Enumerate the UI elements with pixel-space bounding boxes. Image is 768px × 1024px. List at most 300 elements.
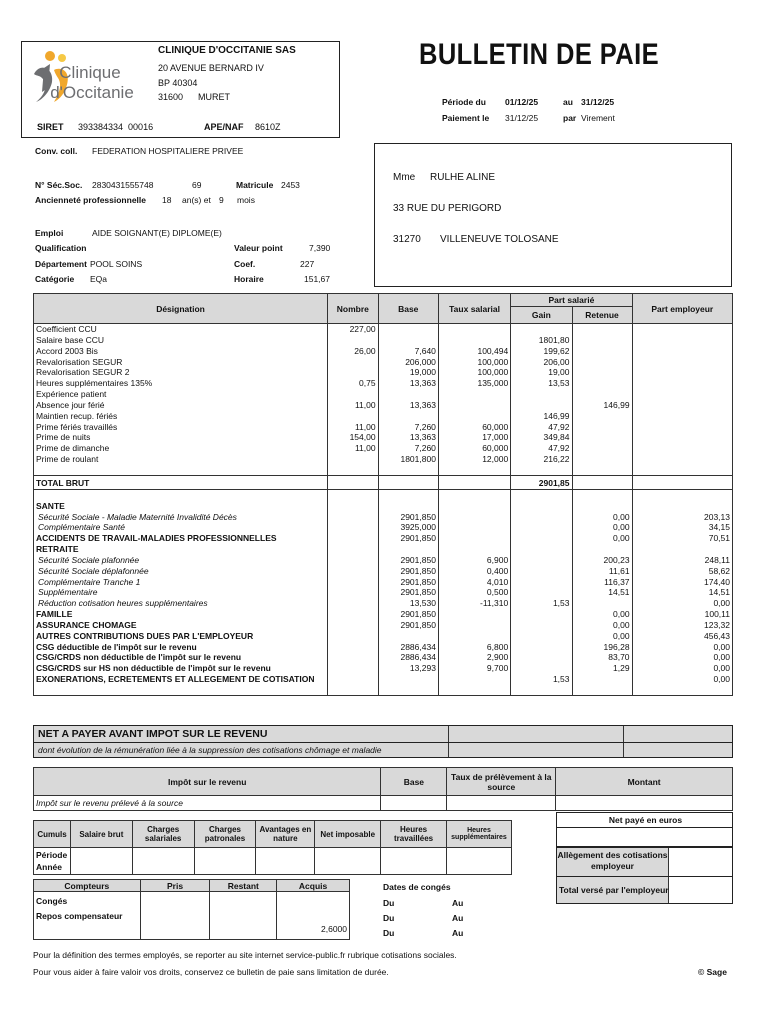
logo-text-line1: Clinique [59,63,121,82]
dates-conges-au-1: Au [452,898,464,908]
row-employeur: 123,32 [632,620,732,631]
row-designation: Sécurité Sociale - Maladie Maternité Invalidité Décès [34,512,328,523]
row-gain: 1,53 [511,598,572,609]
dates-conges-au-3: Au [452,928,464,938]
row-retenue [572,674,632,685]
row-retenue: 0,00 [572,522,632,533]
row-nombre [328,631,379,642]
gain-row [34,367,733,378]
row-designation: Complémentaire Tranche 1 [34,577,328,588]
compteurs-conges: Congés [36,896,68,906]
row-designation: AUTRES CONTRIBUTIONS DUES PAR L'EMPLOYEUR [34,631,328,642]
row-designation: Absence jour férié [34,400,328,411]
cotisation-row [34,566,733,577]
header-taux: Taux salarial [438,294,510,324]
dates-conges-du-3: Du [383,928,395,938]
categorie-label: Catégorie [35,274,75,284]
row-base: 2901,850 [378,577,438,588]
net-paye-box [556,812,733,828]
compteurs-header-3: Acquis [277,880,350,892]
row-nombre [328,512,379,523]
row-designation: CSG déductible de l'impôt sur le revenu [34,642,328,653]
row-designation: Accord 2003 Bis [34,346,328,357]
row-gain [511,663,572,674]
cumuls-row-period: Période [36,850,68,860]
row-employeur: 34,15 [632,522,732,533]
row-retenue [572,367,632,378]
header-nombre: Nombre [328,294,379,324]
row-retenue [572,598,632,609]
recipient-postcode: 31270 [393,234,421,245]
row-designation: FAMILLE [34,609,328,620]
row-gain [511,631,572,642]
company-address1: 20 AVENUE BERNARD IV [158,63,264,73]
row-taux: 2,900 [438,652,510,663]
row-base [378,389,438,400]
row-designation: SANTE [34,501,328,512]
row-retenue [572,389,632,400]
net-paye-value-box [556,827,733,847]
row-retenue: 0,00 [572,533,632,544]
row-designation: Expérience patient [34,389,328,400]
row-employeur [632,346,732,357]
row-nombre [328,501,379,512]
row-retenue: 0,00 [572,631,632,642]
compteurs-repos: Repos compensateur [36,911,123,921]
row-base [378,335,438,346]
coef-value: 227 [300,259,315,269]
cumuls-header-0: Cumuls [34,821,71,848]
row-designation: Prime de dimanche [34,443,328,454]
row-base [378,631,438,642]
row-base: 2901,850 [378,533,438,544]
cotisation-row [34,674,733,685]
cumuls-header-5: Net imposable [315,821,381,848]
row-taux [438,389,510,400]
footer-line1: Pour la définition des termes employés, se reporter au site internet service-public.fr rubrique cotisations sociales. [33,950,457,960]
row-base: 13,363 [378,400,438,411]
row-designation: Sécurité Sociale déplafonnée [34,566,328,577]
conv-value: FEDERATION HOSPITALIERE PRIVEE [92,146,244,156]
row-designation: CSG/CRDS sur HS non déductible de l'impôt sur le revenu [34,663,328,674]
row-nombre: 154,00 [328,432,379,443]
row-nombre: 11,00 [328,422,379,433]
company-postcode: 31600 [158,92,184,102]
cumuls-header-4: Avantages en nature [256,821,315,848]
row-employeur: 100,11 [632,609,732,620]
row-designation: Prime de roulant [34,454,328,465]
row-base: 2901,850 [378,555,438,566]
row-employeur: 0,00 [632,598,732,609]
recipient-city: VILLENEUVE TOLOSANE [440,234,559,245]
row-employeur [632,454,732,465]
row-nombre [328,367,379,378]
evolution-divider-2 [623,743,624,757]
row-base [378,544,438,555]
row-designation: CSG/CRDS non déductible de l'impôt sur le revenu [34,652,328,663]
row-designation: Complémentaire Santé [34,522,328,533]
row-retenue [572,324,632,335]
row-gain: 216,22 [511,454,572,465]
clinique-logo [28,48,158,106]
row-employeur: 456,43 [632,631,732,642]
row-employeur: 203,13 [632,512,732,523]
header-designation: Désignation [34,294,328,324]
period-label: Période du [442,97,486,107]
row-employeur [632,411,732,422]
row-nombre: 11,00 [328,400,379,411]
period-from: 01/12/25 [505,97,539,107]
net-avant-impot-divider-2 [623,726,624,742]
row-taux [438,631,510,642]
row-employeur: 58,62 [632,566,732,577]
impot-taux-header: Taux de prélèvement à la source [447,768,556,796]
row-retenue: 200,23 [572,555,632,566]
horaire-value: 151,67 [304,274,330,284]
matricule-label: Matricule [236,180,274,190]
row-gain [511,533,572,544]
row-employeur [632,357,732,368]
row-gain [511,642,572,653]
anciennete-label: Ancienneté professionnelle [35,195,146,205]
row-taux [438,544,510,555]
row-designation: Coefficient CCU [34,324,328,335]
row-retenue [572,501,632,512]
payment-date: 31/12/25 [505,113,539,123]
row-gain [511,577,572,588]
row-designation: ACCIDENTS DE TRAVAIL-MALADIES PROFESSIONNELLES [34,533,328,544]
row-employeur [632,422,732,433]
row-taux [438,533,510,544]
row-retenue: 11,61 [572,566,632,577]
row-taux: 60,000 [438,443,510,454]
evolution-note: dont évolution de la rémunération liée à la suppression des cotisations chômage et maladie [38,745,382,755]
row-base: 19,000 [378,367,438,378]
secsoc-value: 2830431555748 [92,180,154,190]
row-gain [511,609,572,620]
impot-base-header: Base [381,768,447,796]
row-taux [438,609,510,620]
apenaf-label: APE/NAF [204,122,244,132]
row-nombre [328,522,379,533]
row-taux: 9,700 [438,663,510,674]
row-taux [438,522,510,533]
row-retenue: 116,37 [572,577,632,588]
row-retenue [572,544,632,555]
payslip-table [33,293,733,696]
row-base: 2901,850 [378,587,438,598]
row-nombre [328,555,379,566]
cumuls-table [33,820,512,875]
row-gain [511,512,572,523]
secsoc-key: 69 [192,180,202,190]
row-employeur: 0,00 [632,652,732,663]
row-employeur [632,432,732,443]
row-retenue: 0,00 [572,609,632,620]
row-nombre [328,544,379,555]
row-base [378,501,438,512]
row-nombre [328,389,379,400]
row-gain [511,400,572,411]
row-taux [438,400,510,411]
row-taux: 0,500 [438,587,510,598]
row-taux: 135,000 [438,378,510,389]
compteurs-labels [34,892,141,940]
cumuls-header-6: Heures travaillées [381,821,447,848]
row-base [378,411,438,422]
row-taux [438,674,510,685]
secsoc-label: N° Séc.Soc. [35,180,83,190]
row-retenue [572,454,632,465]
row-taux: -11,310 [438,598,510,609]
row-gain: 47,92 [511,422,572,433]
row-retenue: 0,00 [572,512,632,523]
row-retenue: 14,51 [572,587,632,598]
emploi-value: AIDE SOIGNANT(E) DIPLOME(E) [92,228,222,238]
row-base: 13,293 [378,663,438,674]
compteurs-header-2: Restant [210,880,277,892]
impot-row-label: Impôt sur le revenu prélevé à la source [34,796,381,811]
row-base: 7,260 [378,422,438,433]
row-employeur [632,335,732,346]
apenaf-value: 8610Z [255,122,281,132]
cotisation-row [34,642,733,653]
row-nombre [328,357,379,368]
recipient-name: RULHE ALINE [430,172,496,183]
row-taux: 6,900 [438,555,510,566]
emploi-label: Emploi [35,228,64,238]
compteurs-header-1: Pris [140,880,210,892]
recipient-civility: Mme [393,172,416,183]
footer-sage: © Sage [698,967,727,977]
horaire-label: Horaire [234,274,264,284]
categorie-value: EQa [90,274,108,284]
row-nombre [328,411,379,422]
row-designation: ASSURANCE CHOMAGE [34,620,328,631]
cotisation-row [34,598,733,609]
cotisation-row [34,631,733,642]
row-gain: 199,62 [511,346,572,357]
payment-by-label: par [563,113,577,123]
row-base [378,674,438,685]
period-to-label: au [563,97,573,107]
siret-value: 393384334 00016 [78,122,154,132]
cotisation-row [34,577,733,588]
impot-montant-header: Montant [556,768,733,796]
dates-conges-au-2: Au [452,913,464,923]
net-avant-impot-divider [448,726,449,742]
coef-label: Coef. [234,259,256,269]
row-gain [511,566,572,577]
row-gain: 146,99 [511,411,572,422]
row-employeur: 70,51 [632,533,732,544]
row-nombre [328,598,379,609]
gains-section [34,324,733,465]
total-brut-value: 2901,85 [511,476,572,490]
row-nombre: 26,00 [328,346,379,357]
row-nombre: 11,00 [328,443,379,454]
cumuls-periode-label [34,848,71,875]
row-gain: 1801,80 [511,335,572,346]
row-employeur: 174,40 [632,577,732,588]
row-gain [511,324,572,335]
compteurs-repos-acquis-cell [277,892,350,940]
row-taux [438,411,510,422]
cumuls-header-3: Charges patronales [194,821,256,848]
dates-conges-du-2: Du [383,913,395,923]
logo-text-line2: d'Occitanie [50,83,134,102]
gain-row [34,378,733,389]
impot-table [33,767,733,811]
gain-row [34,357,733,368]
row-nombre [328,577,379,588]
cotisation-row [34,501,733,512]
row-designation: Prime fériés travaillés [34,422,328,433]
row-taux [438,620,510,631]
row-base: 2886,434 [378,642,438,653]
cotisation-row [34,652,733,663]
row-taux: 100,000 [438,367,510,378]
siret-label: SIRET [37,122,64,132]
row-designation: Maintien recup. fériés [34,411,328,422]
row-base: 13,363 [378,378,438,389]
compteurs-table [33,879,350,940]
row-gain: 206,00 [511,357,572,368]
row-nombre [328,620,379,631]
recipient-box [374,143,732,287]
document-title: BULLETIN DE PAIE [419,38,660,71]
row-retenue: 0,00 [572,620,632,631]
company-box [21,41,340,138]
cotisations-section [34,501,733,685]
row-designation: Prime de nuits [34,432,328,443]
row-taux: 17,000 [438,432,510,443]
cumuls-row-year: Année [36,862,62,872]
evolution-bar [33,742,733,758]
dates-conges-title: Dates de congés [383,882,451,892]
row-designation: Revalorisation SEGUR 2 [34,367,328,378]
cotisation-row [34,522,733,533]
cotisations-bottom-spacer [34,685,733,696]
row-taux: 60,000 [438,422,510,433]
valeur-point-value: 7,390 [309,243,331,253]
row-base: 3925,000 [378,522,438,533]
row-nombre [328,674,379,685]
row-nombre [328,335,379,346]
gain-row [34,454,733,465]
row-retenue: 83,70 [572,652,632,663]
valeur-point-label: Valeur point [234,243,283,253]
cumuls-header-1: Salaire brut [70,821,132,848]
row-gain: 349,84 [511,432,572,443]
gain-row [34,389,733,400]
anciennete-years: 18 [162,195,172,205]
row-employeur: 0,00 [632,642,732,653]
cotisation-row [34,663,733,674]
cotisations-spacer [34,490,733,501]
row-taux: 100,494 [438,346,510,357]
row-designation: RETRAITE [34,544,328,555]
row-base: 2886,434 [378,652,438,663]
header-retenue: Retenue [572,307,632,324]
row-base: 13,530 [378,598,438,609]
gain-row [34,432,733,443]
row-nombre: 0,75 [328,378,379,389]
row-nombre: 227,00 [328,324,379,335]
gains-spacer [34,465,733,476]
row-base: 2901,850 [378,620,438,631]
row-base: 206,000 [378,357,438,368]
row-taux: 100,000 [438,357,510,368]
row-base: 2901,850 [378,609,438,620]
row-gain: 13,53 [511,378,572,389]
row-employeur [632,544,732,555]
total-verse-box [556,876,733,904]
compteurs-header-0: Compteurs [34,880,141,892]
row-nombre [328,642,379,653]
recipient-street: 33 RUE DU PERIGORD [393,203,502,214]
anciennete-months-unit: mois [237,195,255,205]
row-gain [511,501,572,512]
row-taux [438,512,510,523]
departement-value: POOL SOINS [90,259,143,269]
row-designation: EXONERATIONS, ECRETEMENTS ET ALLEGEMENT DE COTISATION [34,674,328,685]
row-employeur: 0,00 [632,674,732,685]
row-gain [511,587,572,598]
net-avant-impot-label: NET A PAYER AVANT IMPOT SUR LE REVENU [38,728,268,740]
row-retenue [572,346,632,357]
row-nombre [328,566,379,577]
cotisation-row [34,555,733,566]
compteurs-repos-acquis: 2,6000 [321,924,347,934]
row-retenue: 196,28 [572,642,632,653]
cotisation-row [34,544,733,555]
net-paye-label: Net payé en euros [608,815,683,825]
row-employeur: 0,00 [632,663,732,674]
row-employeur [632,443,732,454]
row-designation: Sécurité Sociale plafonnée [34,555,328,566]
total-brut-label: TOTAL BRUT [34,476,328,490]
footer-line2: Pour vous aider à faire valoir vos droits, conservez ce bulletin de paie sans limitation de durée. [33,967,389,977]
header-part-salarie: Part salarié [511,294,632,307]
row-designation: Salaire base CCU [34,335,328,346]
period-to: 31/12/25 [581,97,615,107]
row-taux [438,501,510,512]
total-brut-row [34,476,733,490]
row-nombre [328,663,379,674]
row-employeur [632,400,732,411]
row-retenue [572,422,632,433]
row-nombre [328,609,379,620]
row-retenue [572,443,632,454]
gain-row [34,411,733,422]
allegement-box [556,847,733,877]
cotisation-row [34,587,733,598]
row-gain: 1,53 [511,674,572,685]
header-gain: Gain [511,307,572,324]
cotisation-row [34,512,733,523]
row-gain [511,544,572,555]
cumuls-header-7: Heures supplémentaires [446,821,511,848]
row-retenue [572,335,632,346]
row-designation: Supplémentaire [34,587,328,598]
row-employeur: 248,11 [632,555,732,566]
row-gain: 47,92 [511,443,572,454]
gain-row [34,422,733,433]
row-nombre [328,587,379,598]
row-taux [438,335,510,346]
row-gain [511,620,572,631]
